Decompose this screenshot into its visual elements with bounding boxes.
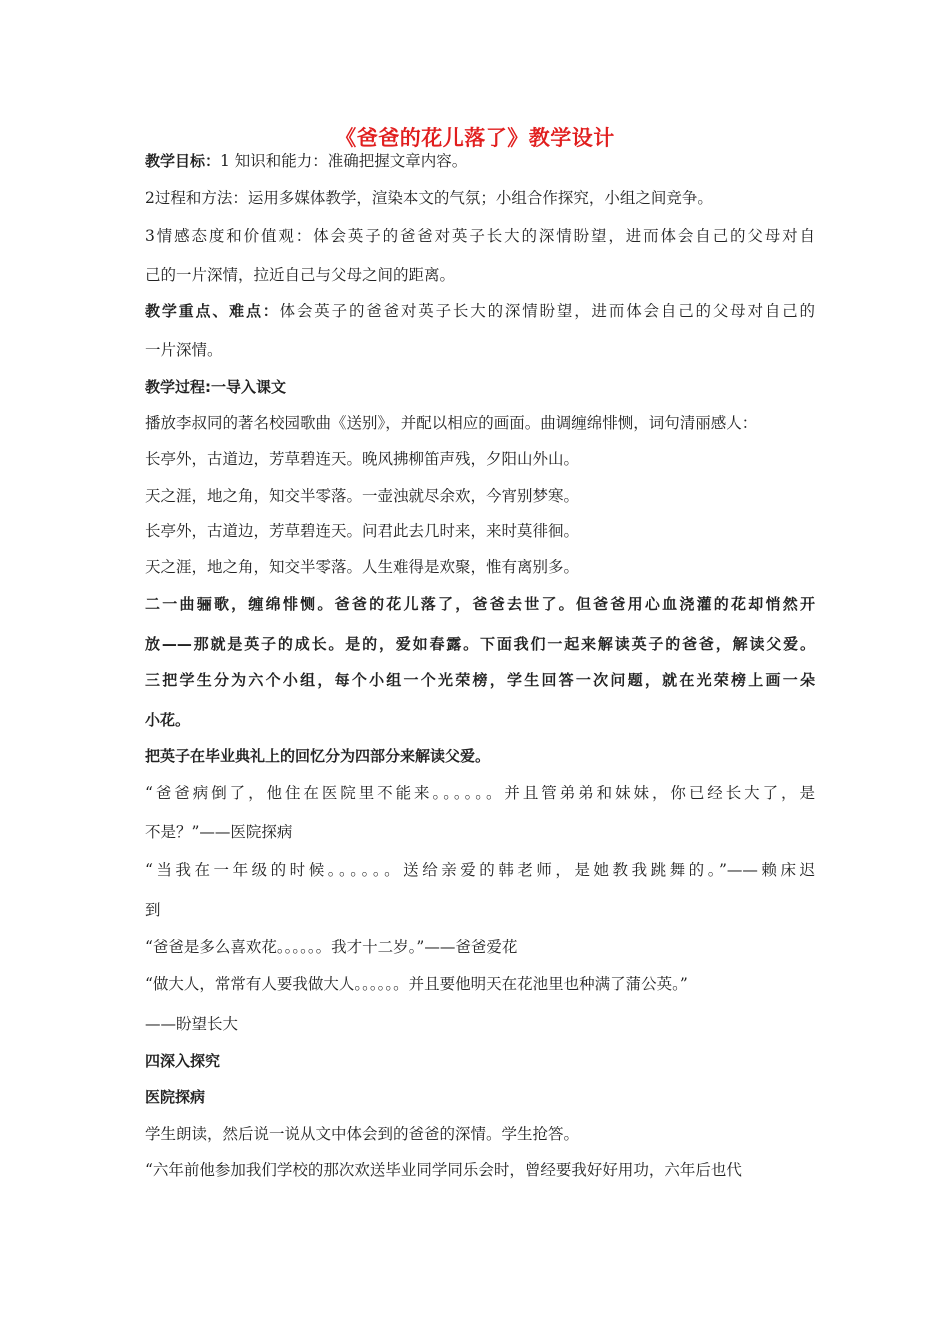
text-line (145, 226, 815, 246)
document-title: 《爸爸的花儿落了》教学设计 (335, 126, 615, 150)
line-label: 教学重点、难点： (145, 302, 280, 320)
line-label: 教学过程:一导入课文 (145, 378, 286, 396)
line-text: “爸爸病倒了，他住在医院里不能来。。。。。。并且管弟弟和妹妹，你已经长大了，是 (145, 784, 815, 802)
text-line (145, 340, 815, 360)
line-text: 2过程和方法：运用多媒体教学，渲染本文的气氛；小组合作探究，小组之间竞争。 (145, 189, 713, 207)
text-line (145, 557, 815, 577)
line-text: 长亭外，古道边，芳草碧连天。晚风拂柳笛声残，夕阳山外山。 (145, 450, 580, 468)
line-text: 长亭外，古道边，芳草碧连天。问君此去几时来，来时莫徘徊。 (145, 522, 580, 540)
line-text: 学生朗读，然后说一说从文中体会到的爸爸的深情。学生抢答。 (145, 1125, 580, 1143)
text-line (145, 710, 815, 730)
line-text: 到 (145, 901, 161, 919)
line-text: 四深入探究 (145, 1052, 221, 1070)
text-line (145, 265, 815, 285)
line-text: 医院探病 (145, 1088, 206, 1106)
text-line (145, 1014, 815, 1034)
line-text: “做大人，常常有人要我做大人。。。。。。并且要他明天在花池里也种满了蒲公英。” (145, 975, 688, 993)
line-text: 3情感态度和价值观：体会英子的爸爸对英子长大的深情盼望，进而体会自己的父母对自 (145, 227, 815, 245)
text-line (145, 1087, 815, 1107)
line-text: 一片深情。 (145, 341, 223, 359)
text-line (145, 594, 815, 614)
line-text: 小花。 (145, 711, 191, 729)
text-line (145, 1124, 815, 1144)
line-text: “六年前他参加我们学校的那次欢送毕业同学同乐会时，曾经要我好好用功，六年后也代 (145, 1161, 742, 1179)
text-line (145, 746, 815, 766)
text-line (145, 151, 815, 171)
text-line (145, 1051, 815, 1071)
line-text: 体会英子的爸爸对英子长大的深情盼望，进而体会自己的父母对自己的 (279, 302, 815, 320)
text-line (145, 377, 815, 397)
text-line (145, 783, 815, 803)
text-line (145, 521, 815, 541)
text-line (145, 937, 815, 957)
line-text: 播放李叔同的著名校园歌曲《送别》，并配以相应的画面。曲调缠绵悱恻，词句清丽感人： (145, 414, 758, 432)
text-line (145, 900, 815, 920)
line-text: ——盼望长大 (145, 1015, 239, 1033)
line-text: 二一曲骊歌，缠绵悱恻。爸爸的花儿落了，爸爸去世了。但爸爸用心血浇灌的花却悄然开 (145, 595, 815, 613)
line-text: 天之涯，地之角，知交半零落。人生难得是欢聚，惟有离别多。 (145, 558, 580, 576)
text-line (145, 486, 815, 506)
text-line (145, 449, 815, 469)
text-line (145, 413, 815, 433)
line-text: 己的一片深情，拉近自己与父母之间的距离。 (145, 266, 456, 284)
line-text: 天之涯，地之角，知交半零落。一壶浊就尽余欢，今宵别梦寒。 (145, 487, 580, 505)
text-line (145, 1160, 815, 1180)
text-line (145, 860, 815, 880)
text-line (145, 188, 815, 208)
line-text: 把英子在毕业典礼上的回忆分为四部分来解读父爱。 (145, 747, 491, 765)
line-text: “当我在一年级的时候。。。。。。送给亲爱的韩老师，是她教我跳舞的。”——赖床迟 (145, 861, 815, 879)
line-text: 三把学生分为六个小组，每个小组一个光荣榜，学生回答一次问题，就在光荣榜上画一朵 (145, 671, 815, 689)
text-line (145, 974, 815, 994)
line-text: 不是？”——医院探病 (145, 823, 293, 841)
text-line (145, 822, 815, 842)
line-text: 放——那就是英子的成长。是的，爱如春露。下面我们一起来解读英子的爸爸，解读父爱。 (145, 635, 815, 653)
text-line (145, 670, 815, 690)
line-text: 1 知识和能力：准确把握文章内容。 (220, 152, 468, 170)
line-text: “爸爸是多么喜欢花。。。。。。我才十二岁。”——爸爸爱花 (145, 938, 518, 956)
text-line (145, 634, 815, 654)
line-label: 教学目标： (145, 152, 221, 170)
text-line (145, 301, 815, 321)
